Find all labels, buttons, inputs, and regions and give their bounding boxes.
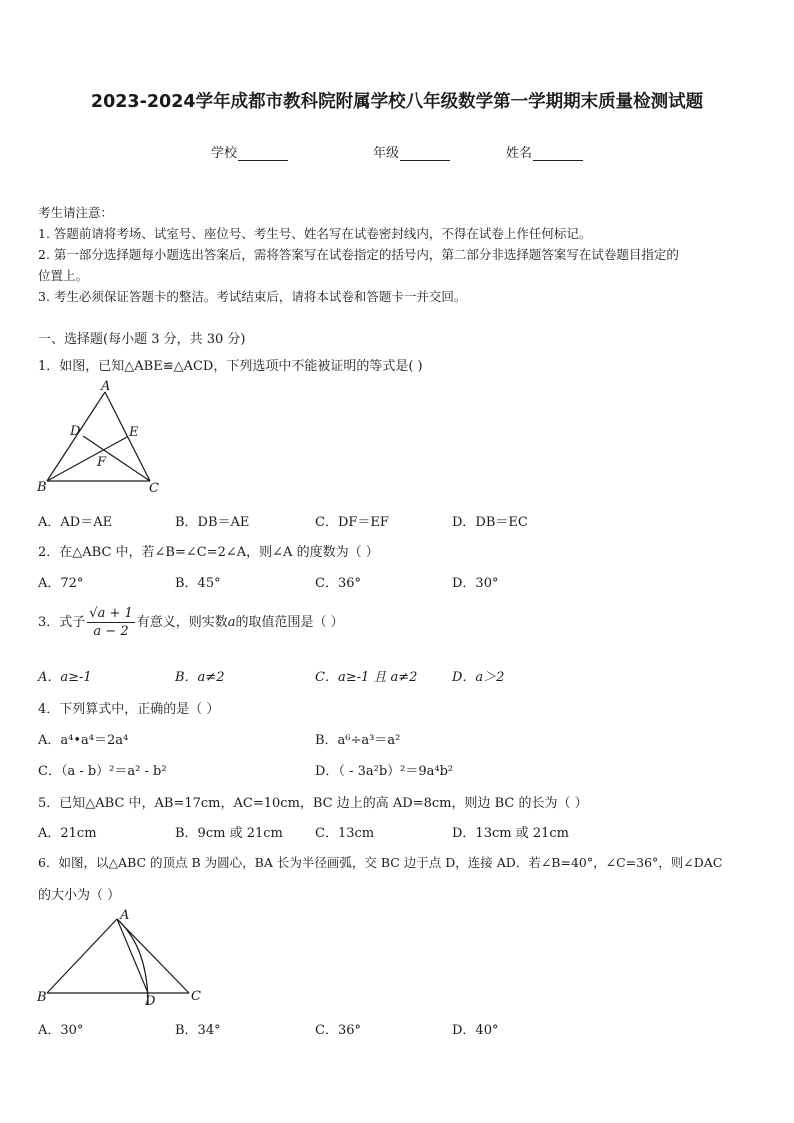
q1-label-b: B [37,480,47,495]
q5-option-c: C．13cm [315,826,375,841]
name-field [506,142,583,161]
q6-label-a: A [120,908,130,923]
q4-option-d: D．（ - 3a²b）²＝9a⁴b² [315,764,454,779]
q1-segment-be [47,437,127,481]
q2-option-c: C．36° [315,576,361,591]
q6-stem-line1: 6．如图，以△ABC 的顶点 B 为圆心，BA 长为半径画弧，交 BC 边于点 D，连接 AD．若∠B=40°，∠C=36°，则∠DAC [38,855,723,870]
q4-stem: 4．下列算式中，正确的是（ ） [38,702,220,717]
notice-item-3: 3. 考生必须保证答题卡的整洁。考试结束后，请将本试卷和答题卡一并交回。 [38,289,467,304]
q1-side-ac [105,392,150,481]
q4-option-b: B．a⁶÷a³＝a² [315,733,401,748]
q3-stem-var: a [227,615,236,630]
q5-option-a: A．21cm [38,826,97,841]
page-title: 2023-2024学年成都市教科院附属学校八年级数学第一学期期末质量检测试题 [90,92,704,112]
q1-stem: 1．如图，已知△ABE≌△ACD，下列选项中不能被证明的等式是( ) [38,359,423,374]
q6-label-b: B [37,990,47,1005]
q2-option-b: B．45° [175,576,221,591]
q2-option-d: D．30° [452,576,499,591]
q1-label-e: E [129,425,139,440]
grade-label: 年级 [373,146,400,161]
q4-option-c: C．（a - b）²＝a² - b² [38,764,167,779]
q6-side-ab [47,919,117,993]
q1-triangle-figure [32,380,167,498]
q3-option-d: D．a＞2 [452,670,505,685]
q5-stem: 5．已知△ABC 中，AB=17cm，AC=10cm，BC 边上的高 AD=8cm，则边 BC 的长为（ ） [38,796,588,811]
name-blank [533,147,583,161]
q5-option-d: D．13cm 或 21cm [452,826,569,841]
q1-label-c: C [149,481,159,496]
q6-option-c: C．36° [315,1023,361,1038]
q4-option-a: A．a⁴•a⁴＝2a⁴ [38,733,129,748]
grade-field [373,142,450,161]
q3-option-a: A．a≥-1 [38,670,92,685]
q3-option-b: B．a≠2 [175,670,225,685]
q3-numerator: √a + 1 [89,606,133,621]
q1-label-a: A [101,380,111,394]
section-heading: 一、选择题(每小题 3 分，共 30 分) [38,332,246,347]
q3-stem [38,606,344,639]
q1-option-b: B．DB＝AE [175,515,250,530]
school-label: 学校 [211,146,238,161]
q3-stem-post-b: 的取值范围是（ ） [235,615,344,630]
notice-heading: 考生请注意： [38,205,114,220]
q6-triangle-figure [32,905,212,1010]
q3-denominator: a − 2 [93,624,129,639]
notice-item-1: 1. 答题前请将考场、试室号、座位号、考生号、姓名写在试卷密封线内，不得在试卷上作任何标记。 [38,226,592,241]
q6-stem-line2: 的大小为（ ） [38,888,121,903]
q6-segment-ad [117,919,148,993]
q6-label-d: D [145,994,156,1009]
q3-option-c: C．a≥-1 且 a≠2 [315,670,418,685]
q1-option-d: D．DB＝EC [452,515,528,530]
q2-option-a: A．72° [38,576,84,591]
q1-option-a: A．AD＝AE [38,515,113,530]
school-blank [238,147,288,161]
q6-arc [117,919,148,1005]
q1-label-f: F [97,455,107,470]
school-field [211,142,288,161]
q1-label-d: D [70,424,81,439]
notice-item-2-cont: 位置上。 [38,268,89,283]
q5-option-b: B．9cm 或 21cm [175,826,283,841]
q6-label-c: C [191,989,201,1004]
q6-option-b: B．34° [175,1023,221,1038]
q3-fraction [87,606,134,639]
q3-stem-pre: 3．式子 [38,615,86,630]
q3-stem-post-a: 有意义，则实数 [136,615,228,630]
name-label: 姓名 [506,146,533,161]
grade-blank [400,147,450,161]
q6-option-d: D．40° [452,1023,499,1038]
notice-item-2: 2. 第一部分选择题每小题选出答案后，需将答案写在试卷指定的括号内，第二部分非选择题答案写在试卷题目指定的 [38,247,679,262]
q6-option-a: A．30° [38,1023,84,1038]
q2-stem: 2．在△ABC 中，若∠B=∠C=2∠A，则∠A 的度数为（ ） [38,545,379,560]
q1-option-c: C．DF＝EF [315,515,389,530]
